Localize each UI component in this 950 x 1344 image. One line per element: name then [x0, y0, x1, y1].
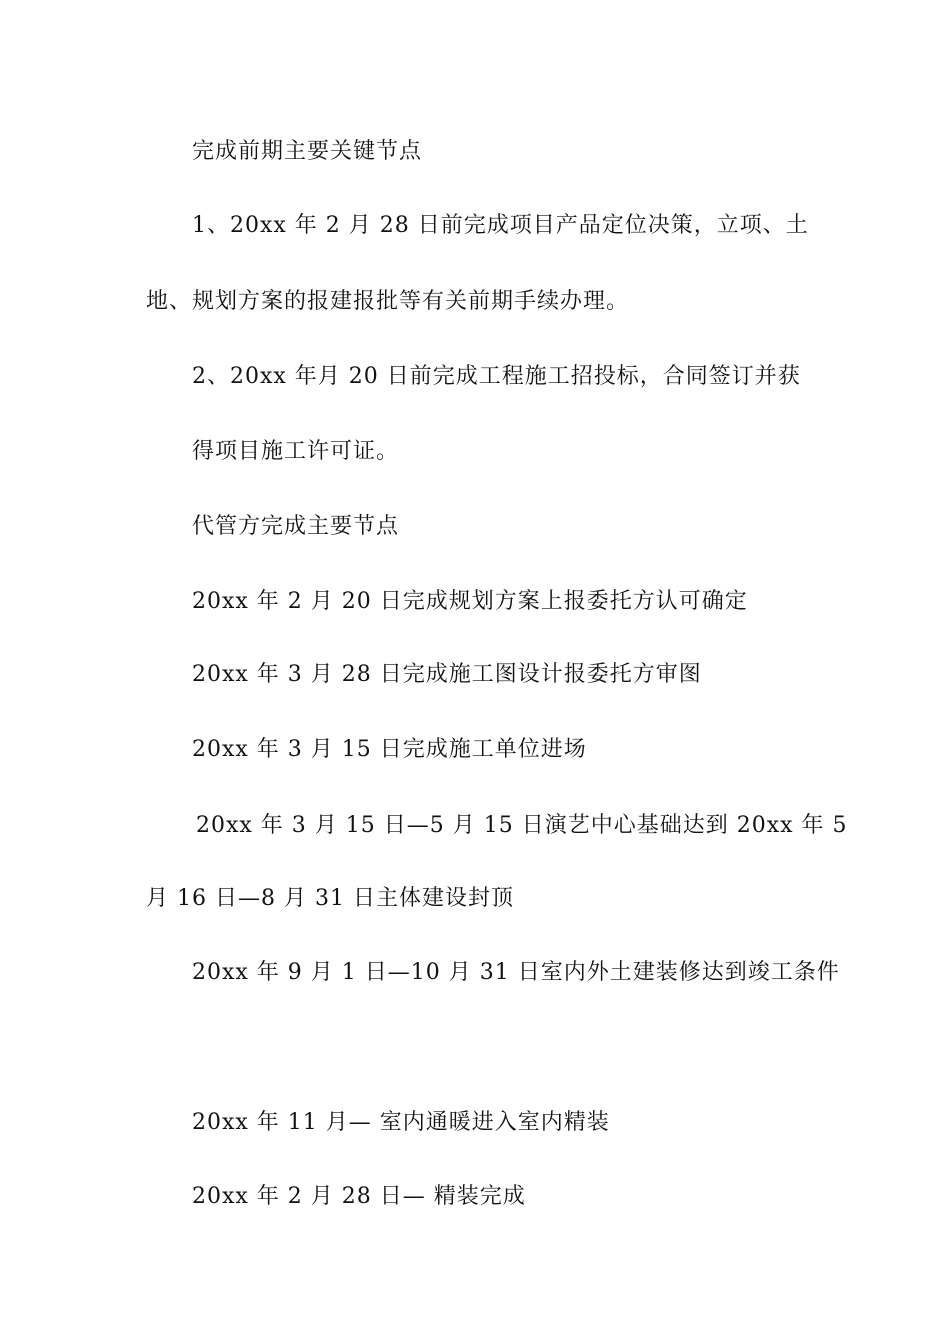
milestone-line: 20xx 年 9 月 1 日—10 月 31 日室内外土建装修达到竣工条件	[192, 960, 840, 985]
milestone-line-continued: 月 16 日—8 月 31 日主体建设封顶	[146, 886, 514, 911]
milestone-line: 20xx 年 2 月 20 日完成规划方案上报委托方认可确定	[192, 589, 748, 614]
milestone-line: 20xx 年 3 月 15 日—5 月 15 日演艺中心基础达到 20xx 年 5	[196, 813, 848, 838]
paragraph-item-2-line-2: 得项目施工许可证。	[192, 439, 400, 464]
paragraph-item-1-line-2: 地、规划方案的报建报批等有关前期手续办理。	[146, 289, 630, 314]
milestone-line: 20xx 年 3 月 28 日完成施工图设计报委托方审图	[192, 662, 702, 687]
milestone-line: 20xx 年 2 月 28 日— 精装完成	[192, 1184, 526, 1209]
paragraph-item-1-line-1: 1、20xx 年 2 月 28 日前完成项目产品定位决策，立项、土	[192, 213, 809, 238]
milestone-line: 20xx 年 3 月 15 日完成施工单位进场	[192, 737, 587, 762]
section-heading-agent: 代管方完成主要节点	[192, 514, 400, 539]
section-heading-preliminary: 完成前期主要关键节点	[192, 139, 423, 164]
milestone-line: 20xx 年 11 月— 室内通暖进入室内精装	[192, 1110, 610, 1135]
paragraph-item-2-line-1: 2、20xx 年月 20 日前完成工程施工招投标，合同签订并获	[192, 364, 801, 389]
